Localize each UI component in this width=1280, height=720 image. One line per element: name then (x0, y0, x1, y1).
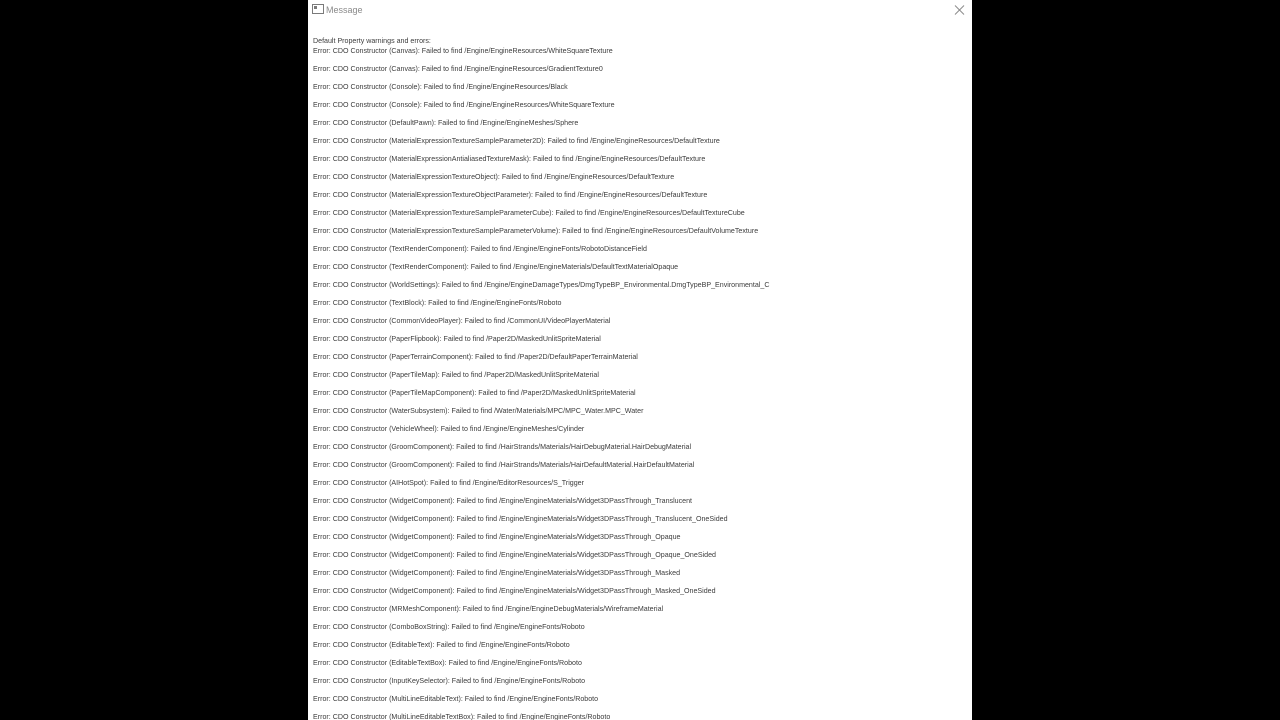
error-line: Error: CDO Constructor (ComboBoxString): Failed to find /Engine/EngineFonts/Roboto (313, 623, 585, 631)
error-line: Error: CDO Constructor (EditableText): Failed to find /Engine/EngineFonts/Roboto (313, 641, 570, 649)
error-line: Error: CDO Constructor (WorldSettings): Failed to find /Engine/EngineDamageTypes/DmgTypeBP_Environmental.DmgTypeBP_Environmental_C (313, 281, 770, 289)
line-spacer (313, 92, 963, 100)
line-spacer (313, 542, 963, 550)
error-line: Error: CDO Constructor (PaperTileMap): Failed to find /Paper2D/MaskedUnlitSpriteMaterial (313, 371, 599, 379)
error-line: Error: CDO Constructor (AIHotSpot): Failed to find /Engine/EditorResources/S_Trigger (313, 479, 584, 487)
error-line: Error: CDO Constructor (MRMeshComponent): Failed to find /Engine/EngineDebugMaterials/WireframeMaterial (313, 605, 664, 613)
error-line: Error: CDO Constructor (WidgetComponent): Failed to find /Engine/EngineMaterials/Widget3DPassThrough_Masked (313, 569, 681, 577)
line-spacer (313, 632, 963, 640)
line-spacer (313, 452, 963, 460)
close-icon (952, 4, 966, 16)
line-spacer (313, 650, 963, 658)
line-spacer (313, 506, 963, 514)
error-line: Error: CDO Constructor (MaterialExpressionTextureSampleParameterCube): Failed to find /Engine/EngineResources/DefaultTextureCube (313, 209, 745, 217)
line-spacer (313, 668, 963, 676)
line-spacer (313, 290, 963, 298)
error-line: Error: CDO Constructor (Canvas): Failed to find /Engine/EngineResources/GradientTexture0 (313, 65, 603, 73)
error-line: Error: CDO Constructor (MaterialExpressionTextureObjectParameter): Failed to find /Engine/EngineResources/DefaultTexture (313, 191, 708, 199)
error-line: Error: CDO Constructor (GroomComponent): Failed to find /HairStrands/Materials/HairDebugMaterial.HairDebugMaterial (313, 443, 692, 451)
error-line: Error: CDO Constructor (Console): Failed to find /Engine/EngineResources/WhiteSquareTexture (313, 101, 615, 109)
error-line: Error: CDO Constructor (WaterSubsystem): Failed to find /Water/Materials/MPC/MPC_Water.MPC_Water (313, 407, 644, 415)
error-line: Error: CDO Constructor (TextBlock): Failed to find /Engine/EngineFonts/Roboto (313, 299, 562, 307)
line-spacer (313, 488, 963, 496)
error-line: Error: CDO Constructor (CommonVideoPlayer): Failed to find /CommonUI/VideoPlayerMaterial (313, 317, 611, 325)
error-line: Error: CDO Constructor (WidgetComponent): Failed to find /Engine/EngineMaterials/Widget3DPassThrough_Translucent (313, 497, 693, 505)
error-line: Error: CDO Constructor (WidgetComponent): Failed to find /Engine/EngineMaterials/Widget3DPassThrough_Opaque (313, 533, 681, 541)
line-spacer (313, 614, 963, 622)
error-line: Error: CDO Constructor (EditableTextBox): Failed to find /Engine/EngineFonts/Roboto (313, 659, 582, 667)
line-spacer (313, 398, 963, 406)
error-line: Error: CDO Constructor (WidgetComponent): Failed to find /Engine/EngineMaterials/Widget3DPassThrough_Masked_OneSided (313, 587, 716, 595)
error-line: Error: CDO Constructor (Canvas): Failed to find /Engine/EngineResources/WhiteSquareTexture (313, 47, 613, 55)
window-title: Message (326, 5, 363, 15)
error-line: Error: CDO Constructor (InputKeySelector): Failed to find /Engine/EngineFonts/Roboto (313, 677, 586, 685)
line-spacer (313, 56, 963, 64)
title-bar[interactable] (308, 0, 972, 20)
window-icon (312, 4, 324, 14)
close-button[interactable] (952, 4, 966, 16)
line-spacer (313, 200, 963, 208)
line-spacer (313, 686, 963, 694)
line-spacer (313, 470, 963, 478)
error-line: Error: CDO Constructor (PaperFlipbook): Failed to find /Paper2D/MaskedUnlitSpriteMaterial (313, 335, 601, 343)
error-line: Error: CDO Constructor (WidgetComponent): Failed to find /Engine/EngineMaterials/Widget3DPassThrough_Translucent_OneSided (313, 515, 728, 523)
error-line: Error: CDO Constructor (DefaultPawn): Failed to find /Engine/EngineMeshes/Sphere (313, 119, 579, 127)
line-spacer (313, 524, 963, 532)
message-header: Default Property warnings and errors: (313, 37, 431, 45)
line-spacer (313, 164, 963, 172)
error-line: Error: CDO Constructor (PaperTileMapComponent): Failed to find /Paper2D/MaskedUnlitSpriteMaterial (313, 389, 636, 397)
line-spacer (313, 704, 963, 712)
message-text (313, 36, 963, 720)
line-spacer (313, 74, 963, 82)
line-spacer (313, 326, 963, 334)
error-line: Error: CDO Constructor (MaterialExpressionTextureObject): Failed to find /Engine/EngineResources/DefaultTexture (313, 173, 675, 181)
line-spacer (313, 254, 963, 262)
line-spacer (313, 416, 963, 424)
line-spacer (313, 218, 963, 226)
line-spacer (313, 362, 963, 370)
error-line: Error: CDO Constructor (MultiLineEditableTextBox): Failed to find /Engine/EngineFonts/Roboto (313, 713, 611, 720)
line-spacer (313, 344, 963, 352)
line-spacer (313, 146, 963, 154)
error-line: Error: CDO Constructor (MaterialExpressionTextureSampleParameter2D): Failed to find /Engine/EngineResources/DefaultTexture (313, 137, 720, 145)
message-dialog (308, 0, 972, 720)
line-spacer (313, 128, 963, 136)
error-line: Error: CDO Constructor (Console): Failed to find /Engine/EngineResources/Black (313, 83, 568, 91)
error-line: Error: CDO Constructor (MultiLineEditableText): Failed to find /Engine/EngineFonts/Roboto (313, 695, 599, 703)
line-spacer (313, 380, 963, 388)
error-line: Error: CDO Constructor (WidgetComponent): Failed to find /Engine/EngineMaterials/Widget3DPassThrough_Opaque_OneSided (313, 551, 716, 559)
line-spacer (313, 434, 963, 442)
line-spacer (313, 578, 963, 586)
error-line: Error: CDO Constructor (PaperTerrainComponent): Failed to find /Paper2D/DefaultPaperTerrainMaterial (313, 353, 638, 361)
error-line: Error: CDO Constructor (GroomComponent): Failed to find /HairStrands/Materials/HairDefaultMaterial.HairDefaultMaterial (313, 461, 695, 469)
line-spacer (313, 236, 963, 244)
line-spacer (313, 308, 963, 316)
error-line: Error: CDO Constructor (VehicleWheel): Failed to find /Engine/EngineMeshes/Cylinder (313, 425, 585, 433)
error-line: Error: CDO Constructor (TextRenderComponent): Failed to find /Engine/EngineMaterials/DefaultTextMaterialOpaque (313, 263, 679, 271)
error-line: Error: CDO Constructor (MaterialExpressionTextureSampleParameterVolume): Failed to find /Engine/EngineResources/DefaultVolumeTexture (313, 227, 759, 235)
line-spacer (313, 560, 963, 568)
line-spacer (313, 110, 963, 118)
line-spacer (313, 596, 963, 604)
error-line: Error: CDO Constructor (MaterialExpressionAntialiasedTextureMask): Failed to find /Engine/EngineResources/DefaultTexture (313, 155, 706, 163)
line-spacer (313, 182, 963, 190)
line-spacer (313, 272, 963, 280)
error-line: Error: CDO Constructor (TextRenderComponent): Failed to find /Engine/EngineFonts/RobotoDistanceField (313, 245, 647, 253)
